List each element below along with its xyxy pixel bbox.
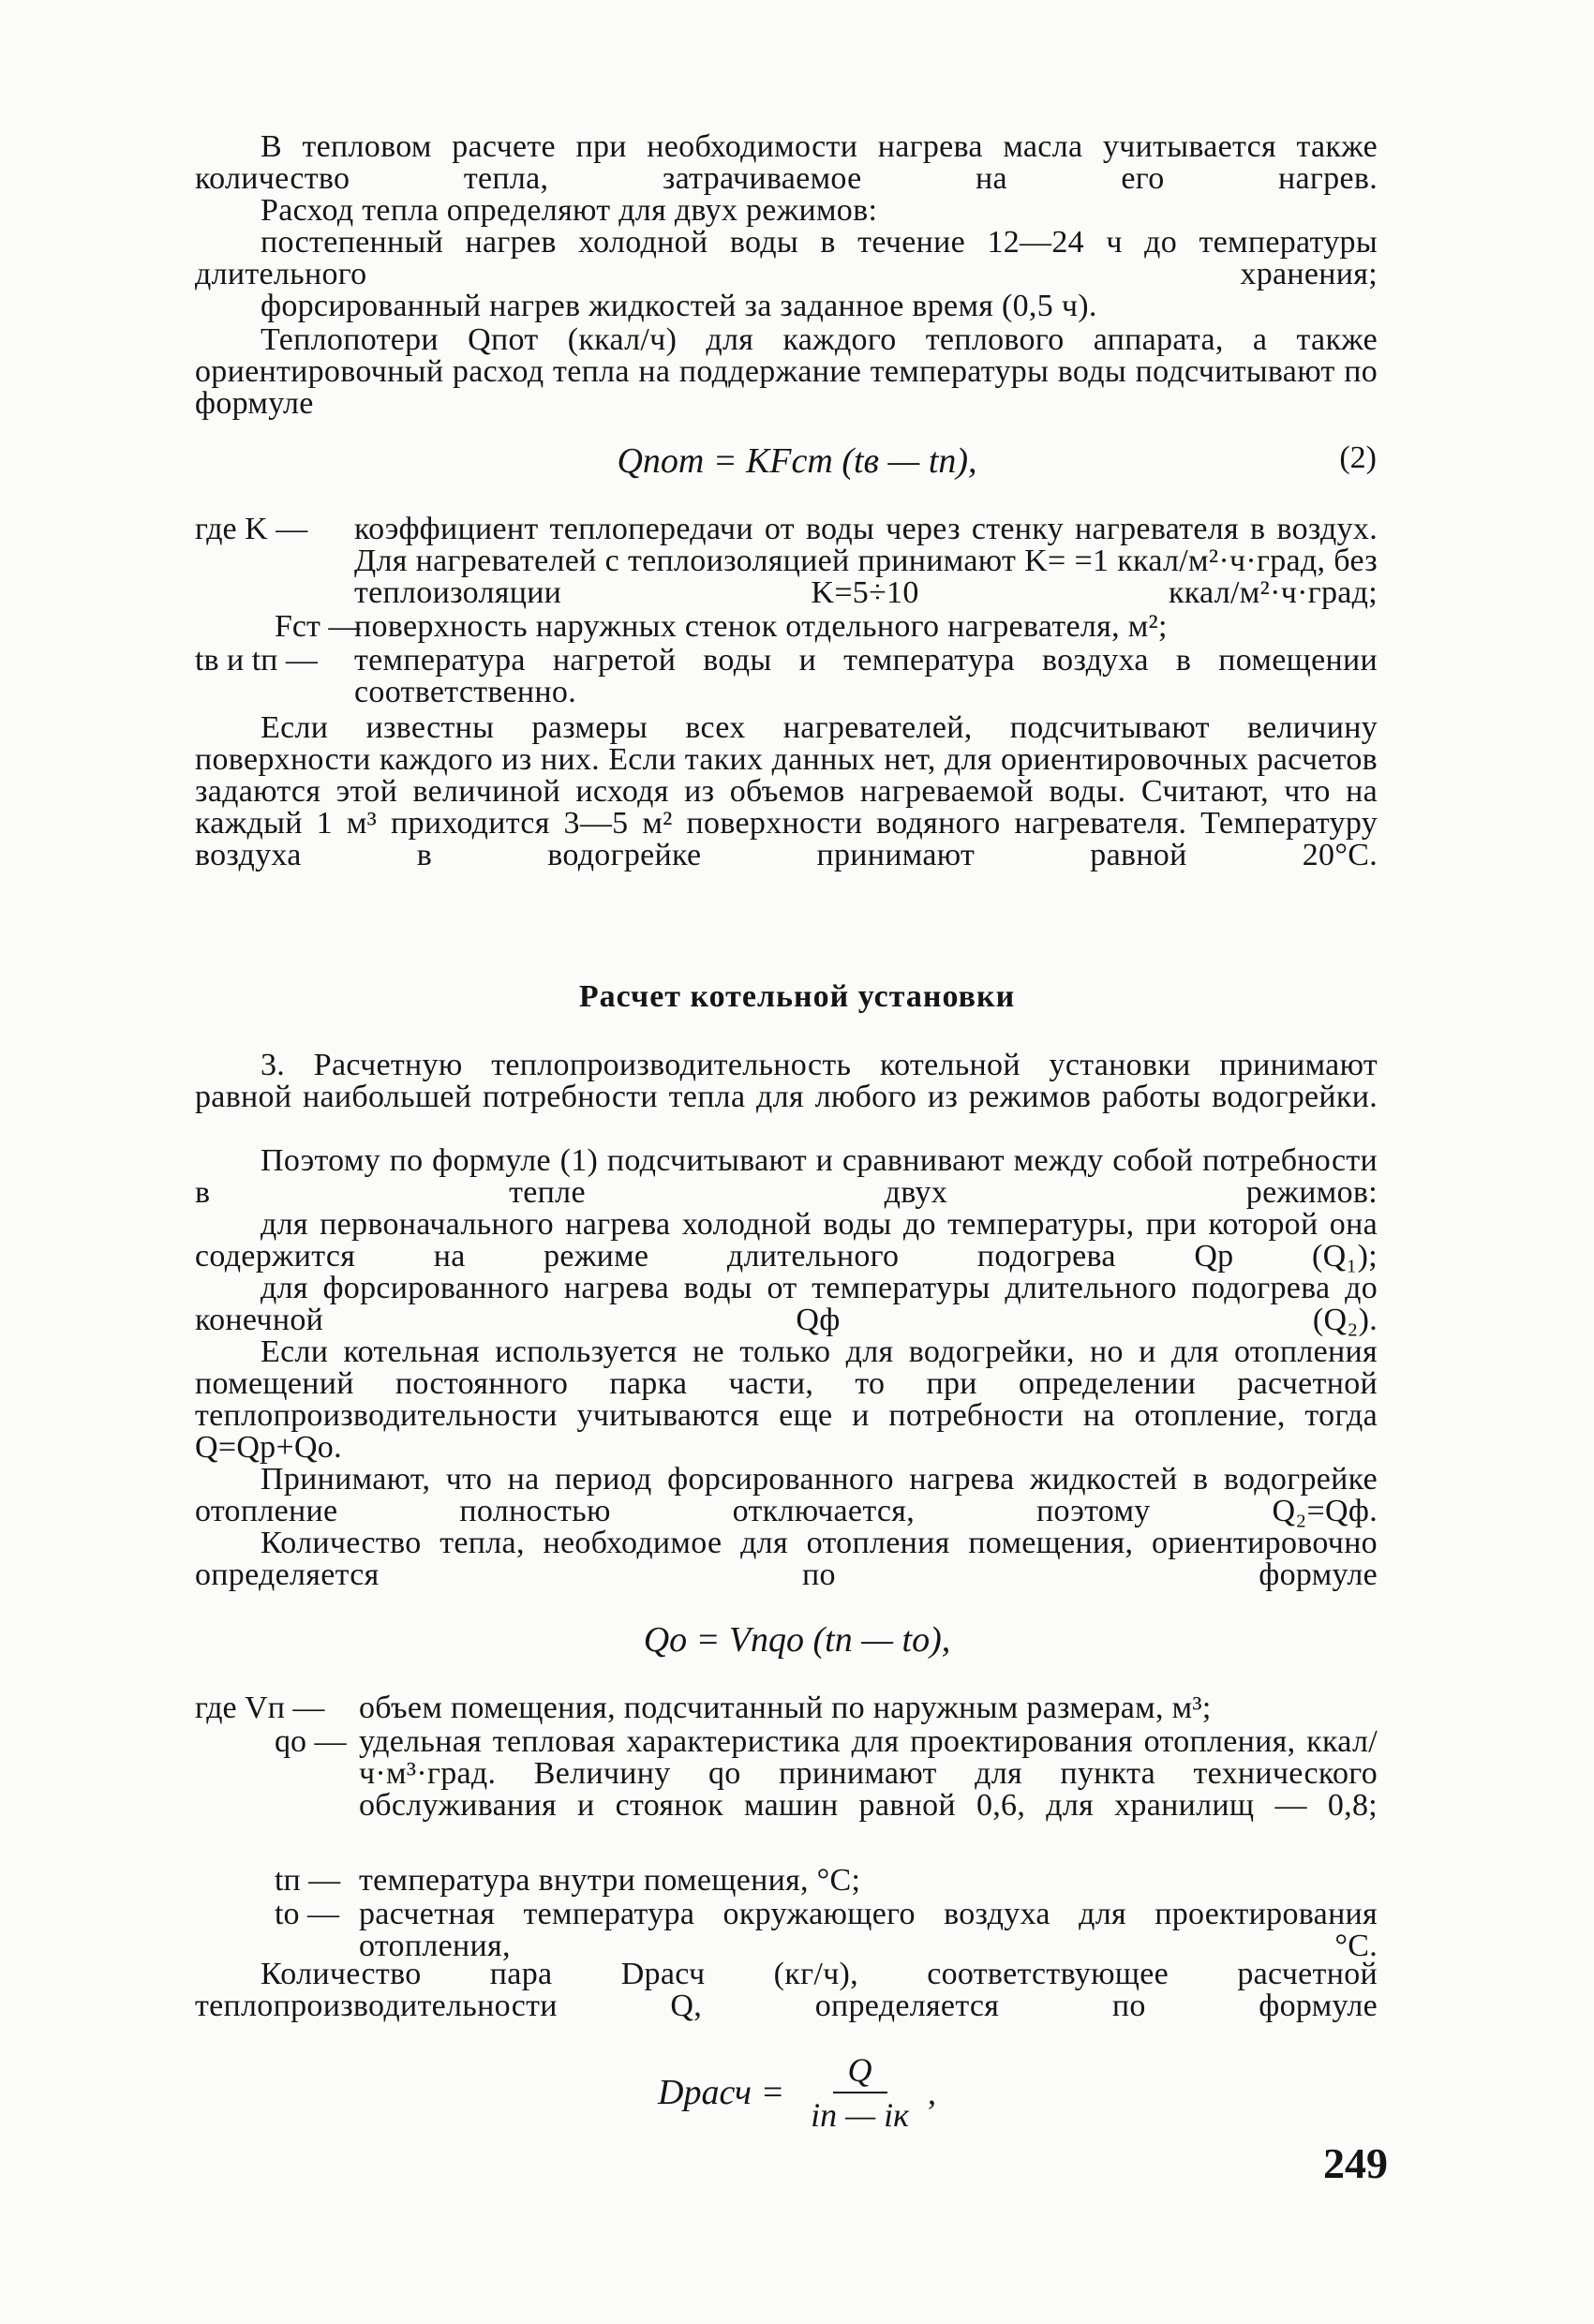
definition-text: поверхность наружных стенок отдельного нагревателя, м²; — [354, 609, 1168, 644]
definitions-list-2 — [195, 1692, 1378, 2002]
paragraph-heating-off: Принимают, что на период форсированного нагрева жидкостей в водогрейке отопление полностью отключается, поэтому Q₂=Qф. — [195, 1462, 1378, 1528]
formula-steam — [0, 2050, 1594, 2135]
paragraph-forced-water-heating: для форсированного нагрева воды от температуры длительного подогрева до конечной Qф (Q₂). — [195, 1271, 1378, 1337]
definition-term: где Vп — — [195, 1691, 325, 1725]
paragraph-initial-heating: для первоначального нагрева холодной воды до температуры, при которой она содержится на режиме длительного подогрева Qр (Q₁); — [195, 1207, 1378, 1274]
paragraph-heat-quantity: Количество тепла, необходимое для отопления помещения, ориентировочно определяется по формуле — [195, 1526, 1378, 1592]
definition-term: tв и tп — — [195, 643, 318, 678]
definition-term: qо — — [275, 1724, 347, 1759]
fraction-numerator: Q — [833, 2050, 887, 2093]
paragraph-space-heating: Если котельная используется не только для водогрейки, но и для отопления помещений постоянного парка части, то при определении расчетной теплопроизводительности учитываются еще и потребности на отопление, тогда Q=Qр+Qо. — [195, 1334, 1378, 1465]
definition-text: температура внутри помещения, °С; — [359, 1863, 861, 1898]
definition-text: коэффициент теплопередачи от воды через стенку нагревателя в воздух. Для нагревателей с теплоизоляцией принимают K= =1 ккал/м²·ч·град, без теплоизоляции K=5÷10 ккал/м²·ч·град; — [354, 512, 1378, 610]
definition-text: температура нагретой воды и температура воздуха в помещении соответственно. — [354, 643, 1378, 709]
paragraph-gradual-heating: постепенный нагрев холодной воды в течение 12—24 ч до температуры длительного хранения; — [195, 225, 1378, 291]
paragraph-heat-loss: Теплопотери Qпот (ккал/ч) для каждого теплового аппарата, а также ориентировочный расход тепла на поддержание температуры воды подсчитывают по формуле — [195, 322, 1378, 421]
page-number: 249 — [1323, 2139, 1388, 2187]
formula-lhs: Dрасч = — [658, 2073, 785, 2112]
definition-term: где K — — [195, 512, 308, 546]
fraction — [796, 2050, 924, 2135]
formula-heat-loss: Qпот = KFст (tв — tп), — [617, 441, 977, 481]
formula-space-heating: Qо = Vпqо (tп — tо), — [643, 1620, 951, 1660]
definition-text: расчетная температура окружающего воздуха для проектирования отопления, °С. — [359, 1897, 1378, 1963]
definition-term: tп — — [275, 1863, 341, 1898]
definition-term: tо — — [275, 1897, 339, 1931]
definition-term: Fст — — [275, 609, 361, 644]
paragraph-steam-quantity: Количество пара Dрасч (кг/ч), соответствующее расчетной теплопроизводительности Q, определяется по формуле — [195, 1957, 1378, 2023]
definition-text: удельная тепловая характеристика для проектирования отопления, ккал/ч·м³·град. Величину qо принимают для пункта технического обслуживания и стоянок машин равной 0,6, для хранилищ — 0,8; — [359, 1724, 1378, 1823]
section-heading: Расчет котельной установки — [578, 979, 1016, 1014]
equation-number: (2) — [1339, 440, 1377, 475]
paragraph-forced-heating: форсированный нагрев жидкостей за заданное время (0,5 ч). — [261, 289, 1097, 323]
paragraph-heater-surface: Если известны размеры всех нагревателей, подсчитывают величину поверхности каждого из них. Если таких данных нет, для ориентировочных расчетов задаются этой величиной исходя из объемов нагреваемой воды. Считают, что на каждый 1 м³ приходится 3—5 м² поверхности водяного нагревателя. Температуру воздуха в водогрейке принимают равной 20°С. — [195, 710, 1378, 872]
fraction-denominator: iп — iк — [811, 2096, 909, 2134]
paragraph-oil-heating: В тепловом расчете при необходимости нагрева масла учитывается также количество тепла, затрачиваемое на его нагрев. — [195, 129, 1378, 196]
paragraph-boiler-capacity: 3. Расчетную теплопроизводительность котельной установки принимают равной наибольшей потребности тепла для любого из режимов работы водогрейки. — [195, 1048, 1378, 1114]
paragraph-formula-1: Поэтому по формуле (1) подсчитывают и сравнивают между собой потребности в тепле двух режимов: — [195, 1143, 1378, 1210]
paragraph-two-modes: Расход тепла определяют для двух режимов: — [261, 193, 878, 228]
definition-text: объем помещения, подсчитанный по наружным размерам, м³; — [359, 1691, 1212, 1725]
formula-tail: , — [927, 2074, 936, 2111]
definitions-list-1 — [195, 514, 1378, 729]
